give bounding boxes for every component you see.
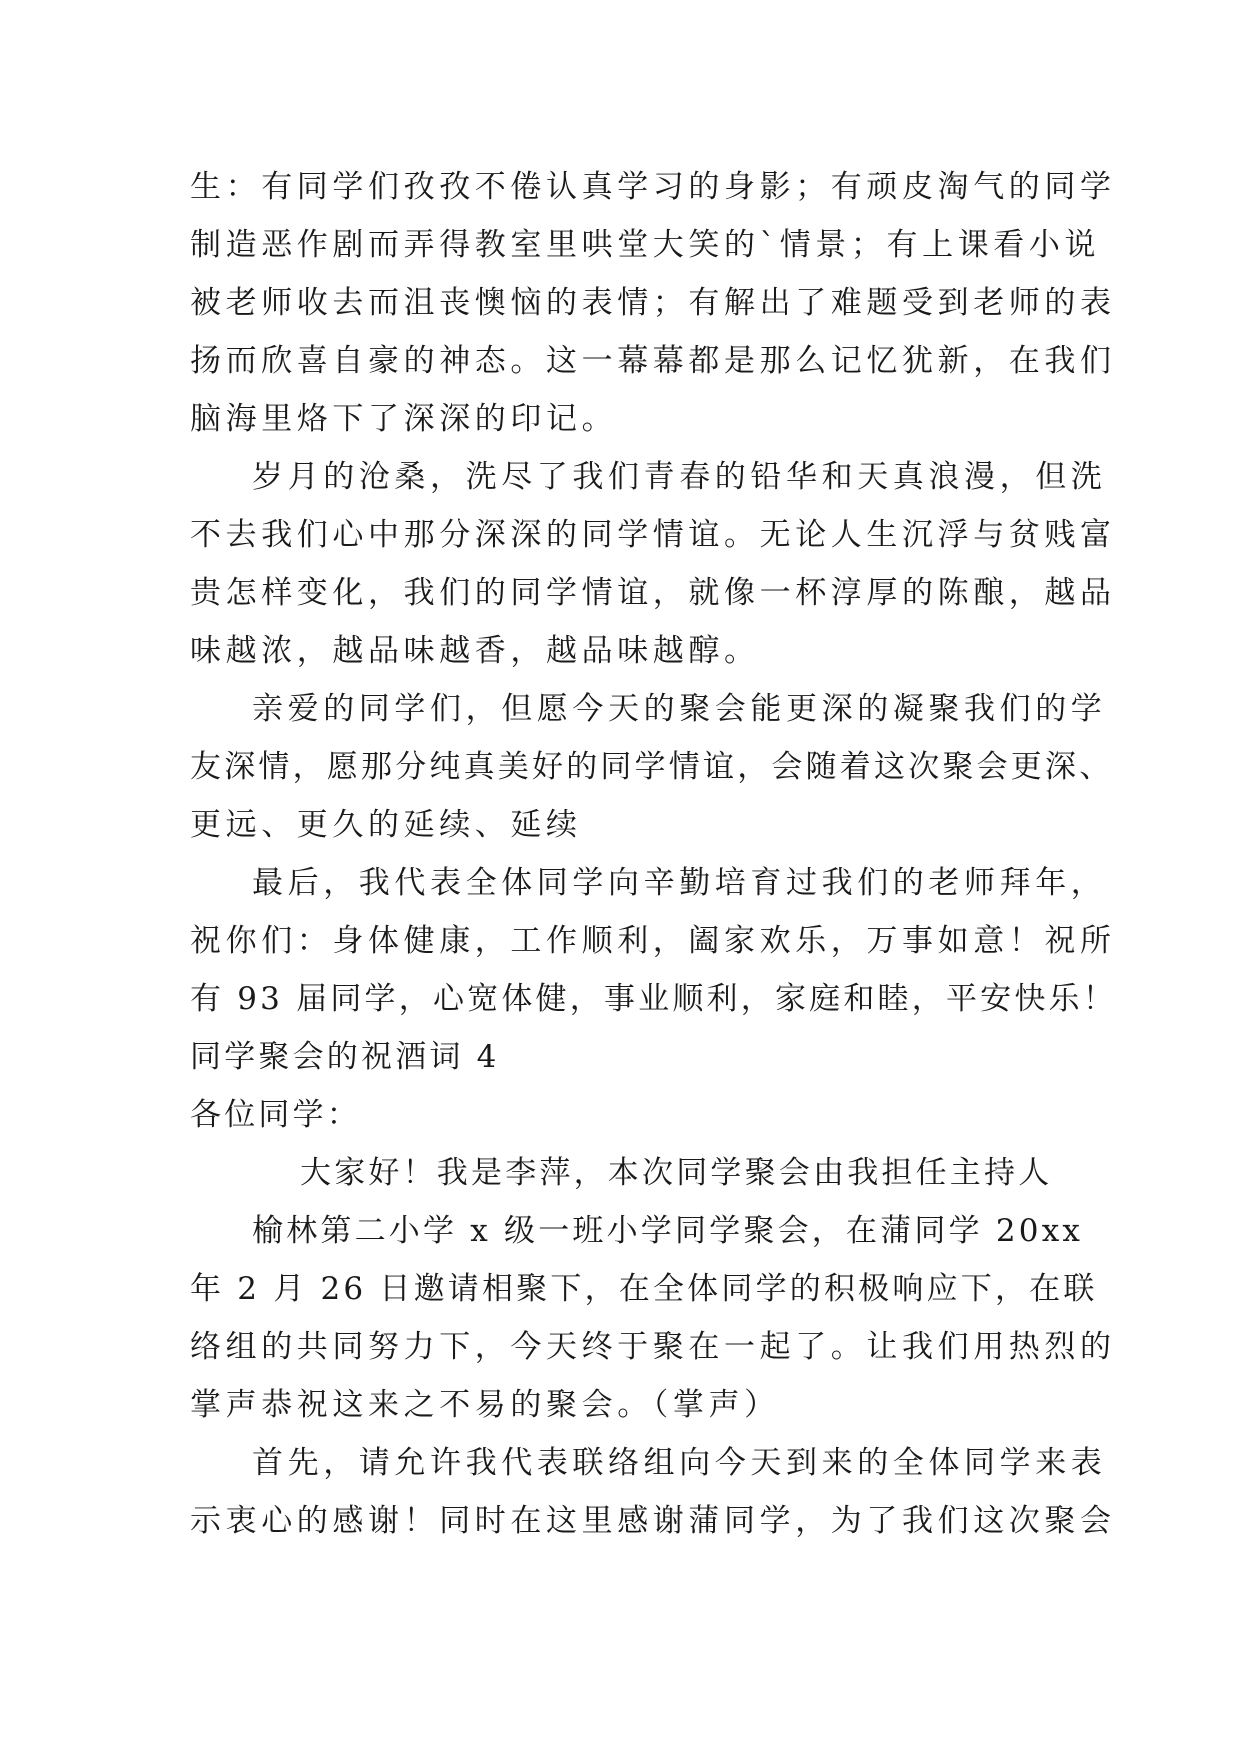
- text-line: 有 93 届同学，心宽体健，事业顺利，家庭和睦，平安快乐！: [190, 981, 1117, 1017]
- text-line: 示衷心的感谢！同时在这里感谢蒲同学，为了我们这次聚会: [190, 1503, 1116, 1539]
- paragraph-first-line: 亲爱的同学们，但愿今天的聚会能更深的凝聚我们的学: [252, 691, 1107, 727]
- paragraph-first-line: 最后，我代表全体同学向辛勤培育过我们的老师拜年，: [252, 865, 1107, 901]
- text-line: 被老师收去而沮丧懊恼的表情；有解出了难题受到老师的表: [190, 285, 1116, 321]
- text-line: 不去我们心中那分深深的同学情谊。无论人生沉浮与贫贱富: [190, 517, 1116, 553]
- text-line: 友深情，愿那分纯真美好的同学情谊，会随着这次聚会更深、: [190, 749, 1114, 785]
- text-line: 更远、更久的延续、延续: [190, 807, 582, 843]
- paragraph-first-line: 榆林第二小学 x 级一班小学同学聚会，在蒲同学 20xx: [252, 1213, 1084, 1249]
- text-line: 掌声恭祝这来之不易的聚会。（掌声）: [190, 1387, 780, 1423]
- greeting-line: 大家好！我是李萍，本次同学聚会由我担任主持人: [300, 1155, 1053, 1191]
- text-line: 制造恶作剧而弄得教室里哄堂大笑的`情景；有上课看小说: [190, 227, 1101, 263]
- salutation: 各位同学：: [190, 1097, 361, 1133]
- text-line: 味越浓，越品味越香，越品味越醇。: [190, 633, 760, 669]
- section-heading: 同学聚会的祝酒词 4: [190, 1039, 500, 1075]
- text-line: 贵怎样变化，我们的同学情谊，就像一杯淳厚的陈酿，越品: [190, 575, 1116, 611]
- text-line: 生：有同学们孜孜不倦认真学习的身影；有顽皮淘气的同学: [190, 169, 1116, 205]
- text-line: 脑海里烙下了深深的印记。: [190, 401, 618, 437]
- text-line: 祝你们：身体健康，工作顺利，阖家欢乐，万事如意！祝所: [190, 923, 1116, 959]
- paragraph-first-line: 岁月的沧桑，洗尽了我们青春的铅华和天真浪漫，但洗: [252, 459, 1107, 495]
- text-line: 络组的共同努力下，今天终于聚在一起了。让我们用热烈的: [190, 1329, 1116, 1365]
- text-line: 扬而欣喜自豪的神态。这一幕幕都是那么记忆犹新，在我们: [190, 343, 1116, 379]
- paragraph-first-line: 首先，请允许我代表联络组向今天到来的全体同学来表: [252, 1445, 1107, 1481]
- text-line: 年 2 月 26 日邀请相聚下，在全体同学的积极响应下，在联: [190, 1271, 1098, 1307]
